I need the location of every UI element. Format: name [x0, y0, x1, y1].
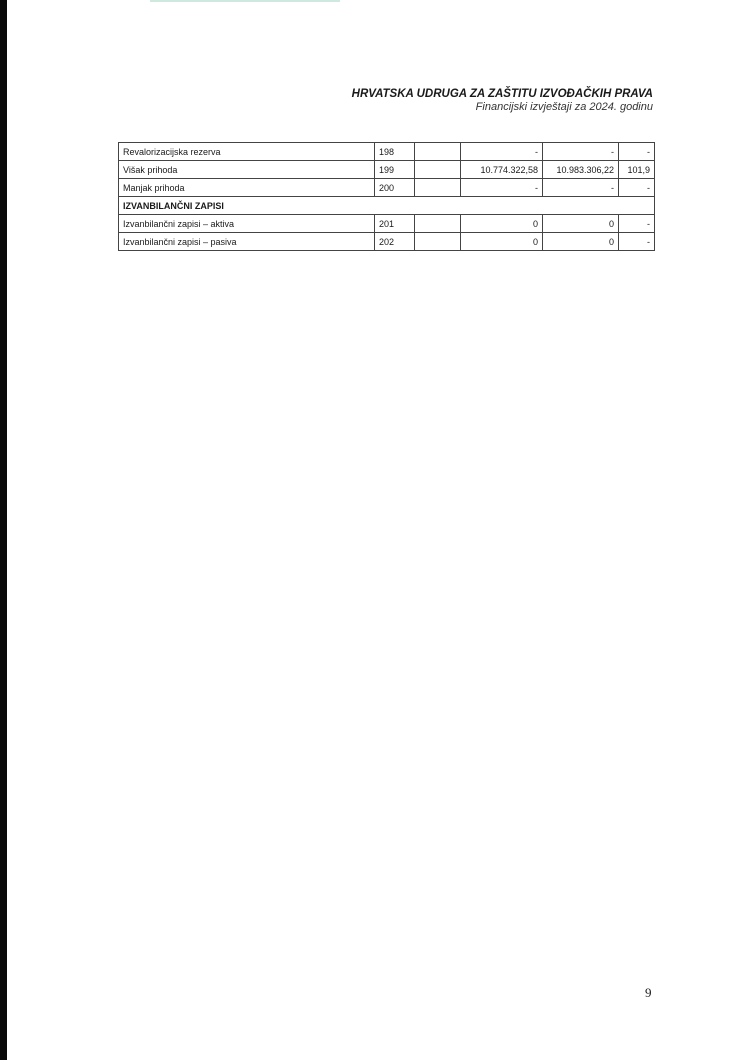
row-col5: 0	[543, 215, 619, 233]
row-col3	[415, 233, 461, 251]
row-col3	[415, 161, 461, 179]
row-label: Izvanbilančni zapisi – aktiva	[119, 215, 375, 233]
section-header-row	[119, 197, 655, 215]
row-col4: 10.774.322,58	[461, 161, 543, 179]
table-row	[119, 233, 655, 251]
row-col6: 101,9	[619, 161, 655, 179]
row-col3	[415, 143, 461, 161]
row-col5: -	[543, 143, 619, 161]
scan-left-edge	[0, 0, 7, 1060]
row-col6: -	[619, 215, 655, 233]
row-col4: 0	[461, 233, 543, 251]
row-col5: 10.983.306,22	[543, 161, 619, 179]
row-label: Izvanbilančni zapisi – pasiva	[119, 233, 375, 251]
report-subtitle: Financijski izvještaji za 2024. godinu	[475, 101, 653, 113]
row-col3	[415, 215, 461, 233]
row-label: Revalorizacijska rezerva	[119, 143, 375, 161]
section-title: IZVANBILANČNI ZAPISI	[119, 197, 655, 215]
financial-table	[118, 142, 655, 251]
row-code: 201	[375, 215, 415, 233]
document-header	[352, 88, 653, 114]
row-col6: -	[619, 143, 655, 161]
table-row	[119, 161, 655, 179]
row-col4: -	[461, 143, 543, 161]
row-label: Manjak prihoda	[119, 179, 375, 197]
row-label: Višak prihoda	[119, 161, 375, 179]
row-col4: -	[461, 179, 543, 197]
row-col5: -	[543, 179, 619, 197]
row-col4: 0	[461, 215, 543, 233]
organization-name: HRVATSKA UDRUGA ZA ZAŠTITU IZVOĐAČKIH PRAVA	[351, 88, 653, 100]
row-code: 199	[375, 161, 415, 179]
page-number: 9	[645, 985, 652, 1000]
table-row	[119, 143, 655, 161]
row-col5: 0	[543, 233, 619, 251]
row-col6: -	[619, 179, 655, 197]
row-code: 198	[375, 143, 415, 161]
row-code: 202	[375, 233, 415, 251]
table-row	[119, 215, 655, 233]
scan-top-tint	[150, 0, 340, 2]
row-col3	[415, 179, 461, 197]
table-row	[119, 179, 655, 197]
row-col6: -	[619, 233, 655, 251]
row-code: 200	[375, 179, 415, 197]
